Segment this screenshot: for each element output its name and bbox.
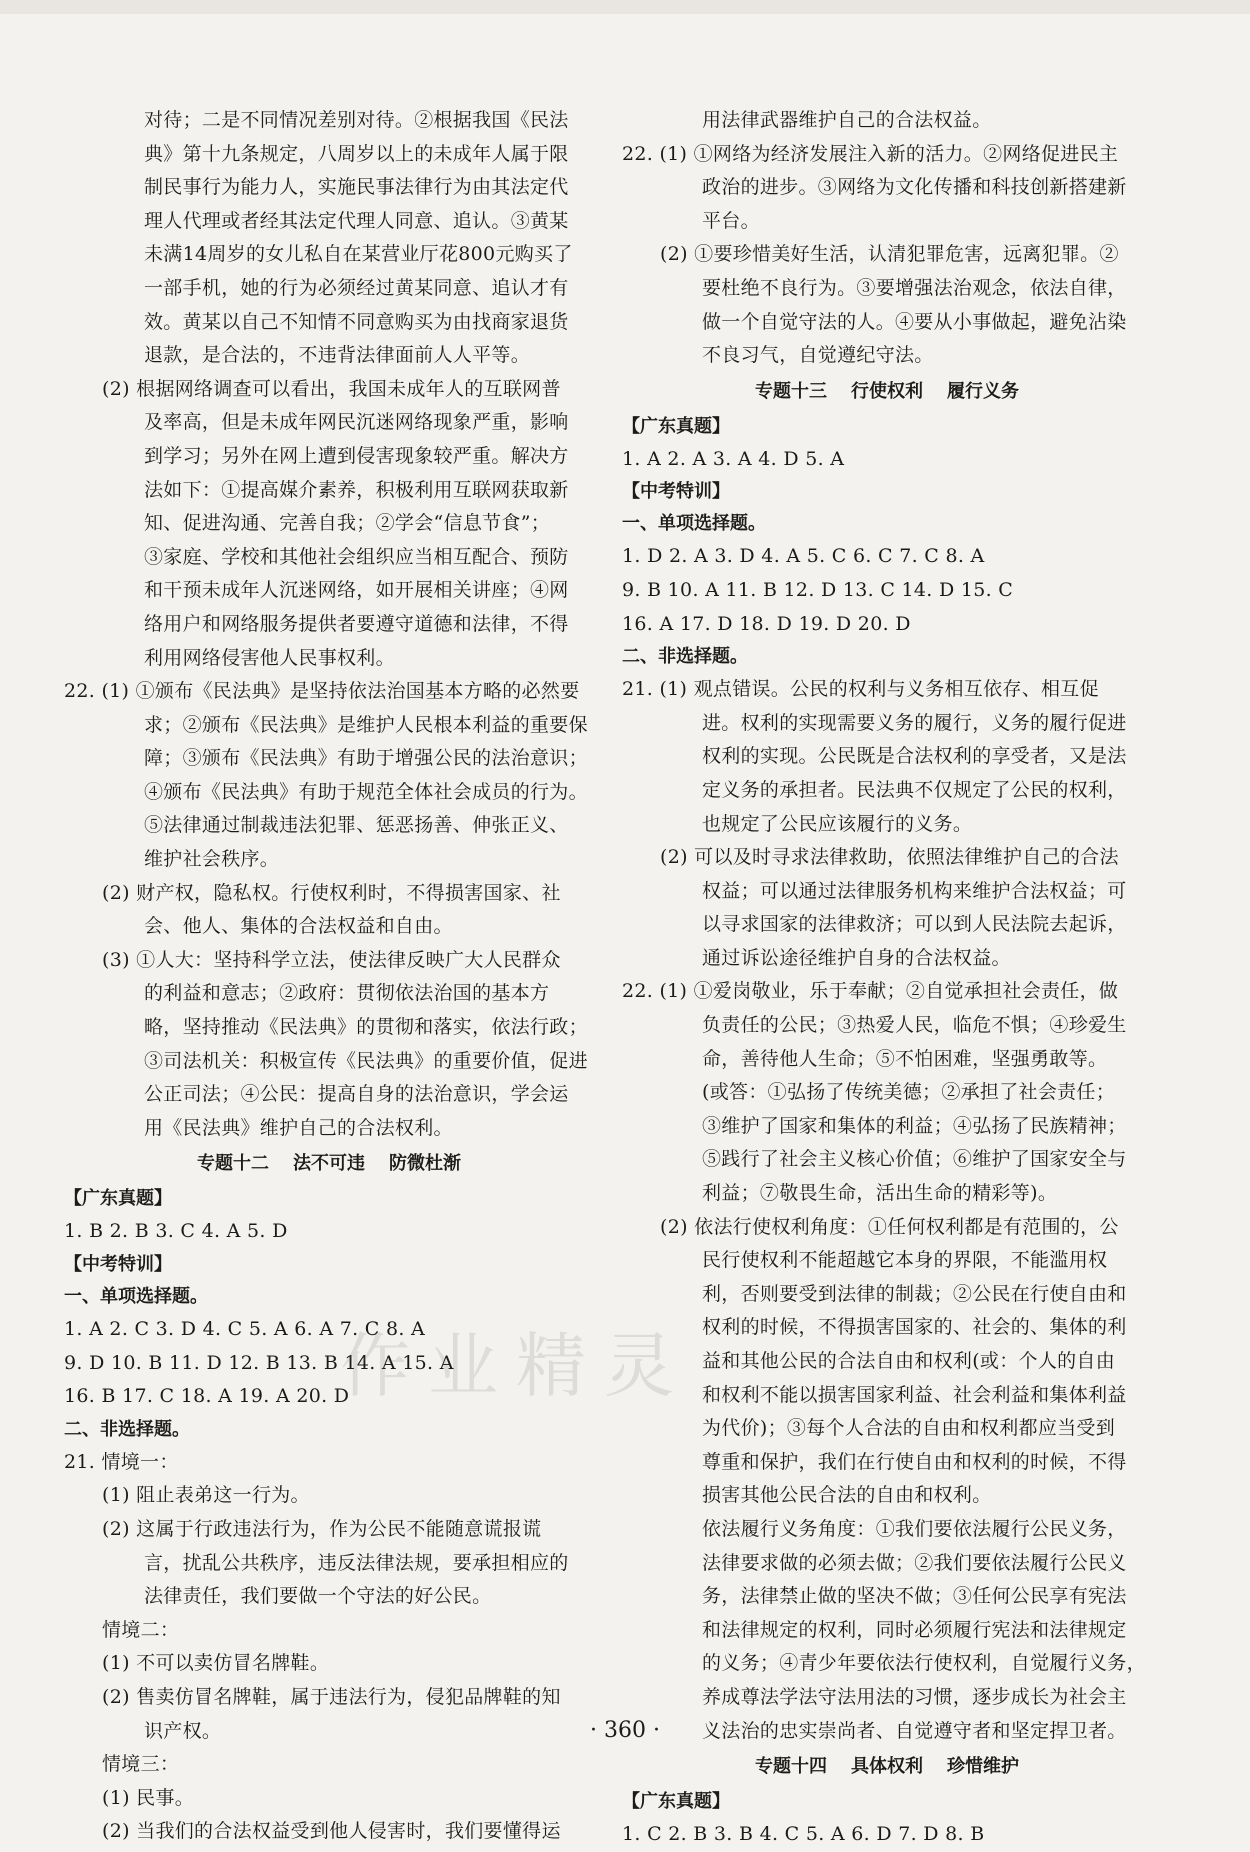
tag-guangdong-real: 【广东真题】 bbox=[622, 415, 730, 437]
answer-line: 义法治的忠实崇尚者、自觉遵守者和坚定捍卫者。 bbox=[702, 1719, 1127, 1742]
left-column bbox=[64, 104, 594, 1849]
answer-line: 定义务的承担者。民法典不仅规定了公民的权利， bbox=[702, 778, 1127, 801]
section-non-choice: 二、非选择题。 bbox=[64, 1418, 190, 1440]
answer-line: 权益；可以通过法律服务机构来维护合法权益；可 bbox=[702, 879, 1127, 902]
section-heading-12 bbox=[64, 1145, 594, 1183]
answer-line: 情境二： bbox=[102, 1618, 180, 1641]
answer-line: 公正司法；④公民：提高自身的法治意识，学会运 bbox=[144, 1083, 569, 1106]
answer-line: 权利的时候，不得损害国家的、社会的、集体的利 bbox=[702, 1316, 1127, 1339]
answer-line: 以寻求国家的法律救济；可以到人民法院去起诉， bbox=[702, 913, 1127, 936]
answer-line: 进。权利的实现需要义务的履行，义务的履行促进 bbox=[702, 711, 1127, 734]
mc-answer-row: 1. D 2. A 3. D 4. A 5. C 6. C 7. C 8. A bbox=[622, 545, 985, 568]
answer-line: 络用户和网络服务提供者要遵守道德和法律，不得 bbox=[144, 612, 569, 635]
answer-line: (2) 这属于行政违法行为，作为公民不能随意谎报谎 bbox=[102, 1517, 542, 1540]
answer-line: 用法律武器维护自己的合法权益。 bbox=[702, 109, 992, 131]
answer-line: 识产权。 bbox=[144, 1719, 222, 1742]
answer-line: 障；③颁布《民法典》有助于增强公民的法治意识； bbox=[144, 747, 588, 770]
answer-line: ③家庭、学校和其他社会组织应当相互配合、预防 bbox=[144, 545, 569, 568]
answer-line: 损害其他公民合法的自由和权利。 bbox=[702, 1484, 992, 1507]
answer-line: (2) ①要珍惜美好生活，认清犯罪危害，远离犯罪。② bbox=[660, 243, 1119, 266]
answer-line: 效。黄某以自己不知情不同意购买为由找商家退货 bbox=[144, 310, 569, 333]
answer-line: 对待；二是不同情况差别对待。②根据我国《民法 bbox=[144, 109, 569, 131]
answer-line: 到学习；另外在网上遭到侵害现象较严重。解决方 bbox=[144, 444, 569, 467]
tag-guangdong-real: 【广东真题】 bbox=[622, 1791, 730, 1813]
answer-line: 及率高，但是未成年网民沉迷网络现象严重，影响 bbox=[144, 411, 569, 434]
answer-line: 21. 情境一： bbox=[64, 1450, 179, 1473]
answer-line: 典》第十九条规定，八周岁以上的未成年人属于限 bbox=[144, 142, 569, 165]
tag-guangdong-real: 【广东真题】 bbox=[64, 1188, 172, 1210]
answer-line: 理人代理或者经其法定代理人同意、追认。③黄某 bbox=[144, 209, 569, 232]
mc-answer-row: 9. B 10. A 11. B 12. D 13. C 14. D 15. C bbox=[622, 578, 1014, 601]
answer-line: (2) 依法行使权利角度：①任何权利都是有范围的，公 bbox=[660, 1215, 1119, 1238]
heading-12-number: 专题十二 bbox=[197, 1153, 269, 1175]
left-answer-block bbox=[64, 104, 594, 1145]
mc-answer-row: 16. A 17. D 18. D 19. D 20. D bbox=[622, 612, 911, 635]
answer-line: (2) 财产权，隐私权。行使权利时，不得损害国家、社 bbox=[102, 881, 561, 904]
answer-line: ③司法机关：积极宣传《民法典》的重要价值，促进 bbox=[144, 1049, 588, 1072]
section-single-choice: 一、单项选择题。 bbox=[622, 513, 766, 535]
answer-line: (1) 民事。 bbox=[102, 1786, 195, 1809]
section-single-choice: 一、单项选择题。 bbox=[64, 1286, 208, 1307]
guangdong-answers: 1. B 2. B 3. C 4. A 5. D bbox=[64, 1220, 288, 1243]
heading-12-title-b: 防微杜渐 bbox=[389, 1153, 461, 1175]
answer-line: 负责任的公民；③热爱人民，临危不惧；④珍爱生 bbox=[702, 1014, 1127, 1037]
answer-line: 求；②颁布《民法典》是维护人民根本利益的重要保 bbox=[144, 713, 588, 736]
answer-line: 平台。 bbox=[702, 209, 760, 232]
heading-13-title-b: 履行义务 bbox=[947, 380, 1019, 402]
right-answer-block-2 bbox=[622, 673, 1152, 1748]
answer-line: 情境三： bbox=[102, 1753, 180, 1776]
answer-line: (2) 根据网络调查可以看出，我国未成年人的互联网普 bbox=[102, 377, 561, 400]
answer-line: 21. (1) 观点错误。公民的权利与义务相互依存、相互促 bbox=[622, 678, 1099, 701]
answer-line: 命，善待他人生命；⑤不怕困难，坚强勇敢等。 bbox=[702, 1047, 1108, 1070]
answer-line: (1) 阻止表弟这一行为。 bbox=[102, 1484, 310, 1507]
page-top-edge bbox=[0, 0, 1250, 14]
answer-line: 做一个自觉守法的人。④要从小事做起，避免沾染 bbox=[702, 310, 1127, 333]
answer-line: 维护社会秩序。 bbox=[144, 848, 280, 871]
heading-14-title-b: 珍惜维护 bbox=[947, 1756, 1019, 1778]
answer-line: 民行使权利不能超越它本身的界限，不能滥用权 bbox=[702, 1249, 1108, 1272]
tag-zhongkao-training: 【中考特训】 bbox=[622, 481, 730, 503]
answer-line: 也规定了公民应该履行的义务。 bbox=[702, 812, 973, 835]
heading-13-number: 专题十三 bbox=[755, 380, 827, 402]
answer-line: 22. (1) ①爱岗敬业，乐于奉献；②自觉承担社会责任，做 bbox=[622, 980, 1119, 1003]
answer-line: 不良习气，自觉遵纪守法。 bbox=[702, 344, 934, 367]
answer-line: ⑤践行了社会主义核心价值；⑥维护了国家安全与 bbox=[702, 1148, 1127, 1171]
heading-12-title-a: 法不可违 bbox=[293, 1153, 365, 1175]
answer-line: 利，否则要受到法律的制裁；②公民在行使自由和 bbox=[702, 1282, 1127, 1305]
answer-line: 依法履行义务角度：①我们要依法履行公民义务， bbox=[702, 1517, 1127, 1540]
answer-line: 养成尊法学法守法用法的习惯，逐步成长为社会主 bbox=[702, 1685, 1127, 1708]
guangdong-answers: 1. C 2. B 3. B 4. C 5. A 6. D 7. D 8. B bbox=[622, 1823, 985, 1846]
answer-line: 法律要求做的必须去做；②我们要依法履行公民义 bbox=[702, 1551, 1127, 1574]
answer-line: 通过诉讼途径维护自身的合法权益。 bbox=[702, 946, 1011, 969]
answer-line: 利益；⑦敬畏生命，活出生命的精彩等)。 bbox=[702, 1182, 1058, 1205]
answer-line: (2) 可以及时寻求法律救助，依照法律维护自己的合法 bbox=[660, 846, 1119, 869]
answer-line: 略，坚持推动《民法典》的贯彻和落实，依法行政； bbox=[144, 1016, 588, 1039]
guangdong-answers: 1. A 2. A 3. A 4. D 5. A bbox=[622, 447, 845, 470]
answer-line: 权利的实现。公民既是合法权利的享受者，又是法 bbox=[702, 745, 1127, 768]
answer-line: 法律责任，我们要做一个守法的好公民。 bbox=[144, 1585, 492, 1608]
answer-line: (2) 售卖仿冒名牌鞋，属于违法行为，侵犯品牌鞋的知 bbox=[102, 1685, 561, 1708]
answer-line: 用《民法典》维护自己的合法权利。 bbox=[144, 1116, 453, 1139]
answer-line: ⑤法律通过制裁违法犯罪、惩恶扬善、伸张正义、 bbox=[144, 814, 569, 837]
answer-line: 22. (1) ①网络为经济发展注入新的活力。②网络促进民主 bbox=[622, 142, 1119, 165]
answer-line: 会、他人、集体的合法权益和自由。 bbox=[144, 915, 453, 938]
mc-answer-row: 16. B 17. C 18. A 19. A 20. D bbox=[64, 1385, 350, 1408]
right-answer-block bbox=[622, 104, 1152, 373]
mc-answer-row: 1. A 2. C 3. D 4. C 5. A 6. A 7. C 8. A bbox=[64, 1318, 426, 1340]
page-number: · 360 · bbox=[590, 1718, 660, 1743]
answer-line: (1) 不可以卖仿冒名牌鞋。 bbox=[102, 1652, 330, 1675]
answer-line: 和干预未成年人沉迷网络，如开展相关讲座；④网 bbox=[144, 579, 569, 602]
answer-line: 制民事行为能力人，实施民事法律行为由其法定代 bbox=[144, 176, 569, 199]
answer-line: 知、促进沟通、完善自我；②学会“信息节食”； bbox=[144, 512, 551, 535]
answer-line: 22. (1) ①颁布《民法典》是坚持依法治国基本方略的必然要 bbox=[64, 680, 580, 703]
answer-line: 和法律规定的权利，同时必须履行宪法和法律规定 bbox=[702, 1618, 1127, 1641]
mc-answer-row: 9. D 10. B 11. D 12. B 13. B 14. A 15. A bbox=[64, 1351, 454, 1374]
answer-line: 尊重和保护，我们在行使自由和权利的时候，不得 bbox=[702, 1450, 1127, 1473]
answer-line: ④颁布《民法典》有助于规范全体社会成员的行为。 bbox=[144, 780, 588, 803]
answer-line: 言，扰乱公共秩序，违反法律法规，要承担相应的 bbox=[144, 1551, 569, 1574]
watermark: 作业精灵 bbox=[340, 1325, 692, 1407]
left-answer-block-2 bbox=[64, 1446, 594, 1849]
section-heading-13 bbox=[622, 373, 1152, 411]
answer-line: 为代价)；③每个人合法的自由和权利都应当受到 bbox=[702, 1417, 1116, 1440]
heading-14-title-a: 具体权利 bbox=[851, 1756, 923, 1778]
heading-13-title-a: 行使权利 bbox=[851, 380, 923, 402]
answer-line: 法如下：①提高媒介素养，积极利用互联网获取新 bbox=[144, 478, 569, 501]
answer-line: 未满14周岁的女儿私自在某营业厅花800元购买了 bbox=[144, 243, 573, 266]
answer-line: 益和其他公民的合法自由和权利(或：个人的自由 bbox=[702, 1350, 1116, 1372]
answer-line: (或答：①弘扬了传统美德；②承担了社会责任； bbox=[702, 1081, 1116, 1104]
tag-zhongkao-training: 【中考特训】 bbox=[64, 1254, 172, 1275]
answer-line: 一部手机，她的行为必须经过黄某同意、追认才有 bbox=[144, 276, 569, 299]
answer-line: (2) 当我们的合法权益受到他人侵害时，我们要懂得运 bbox=[102, 1820, 561, 1843]
answer-line: 和权利不能以损害国家利益、社会利益和集体利益 bbox=[702, 1383, 1127, 1406]
answer-line: 的利益和意志；②政府：贯彻依法治国的基本方 bbox=[144, 982, 550, 1005]
answer-line: 要杜绝不良行为。③要增强法治观念，依法自律， bbox=[702, 276, 1127, 299]
answer-line: 的义务；④青少年要依法行使权利，自觉履行义务， bbox=[702, 1652, 1146, 1675]
answer-line: 退款，是合法的，不违背法律面前人人平等。 bbox=[144, 344, 531, 367]
heading-14-number: 专题十四 bbox=[755, 1756, 827, 1778]
answer-line: 利用网络侵害他人民事权利。 bbox=[144, 646, 395, 669]
answer-line: ③维护了国家和集体的利益；④弘扬了民族精神； bbox=[702, 1114, 1127, 1137]
answer-line: 务，法律禁止做的坚决不做；③任何公民享有宪法 bbox=[702, 1585, 1127, 1608]
answer-line: (3) ①人大：坚持科学立法，使法律反映广大人民群众 bbox=[102, 948, 561, 971]
section-heading-14 bbox=[622, 1748, 1152, 1786]
answer-line: 政治的进步。③网络为文化传播和科技创新搭建新 bbox=[702, 176, 1127, 199]
right-column bbox=[622, 104, 1152, 1852]
section-non-choice: 二、非选择题。 bbox=[622, 646, 748, 668]
